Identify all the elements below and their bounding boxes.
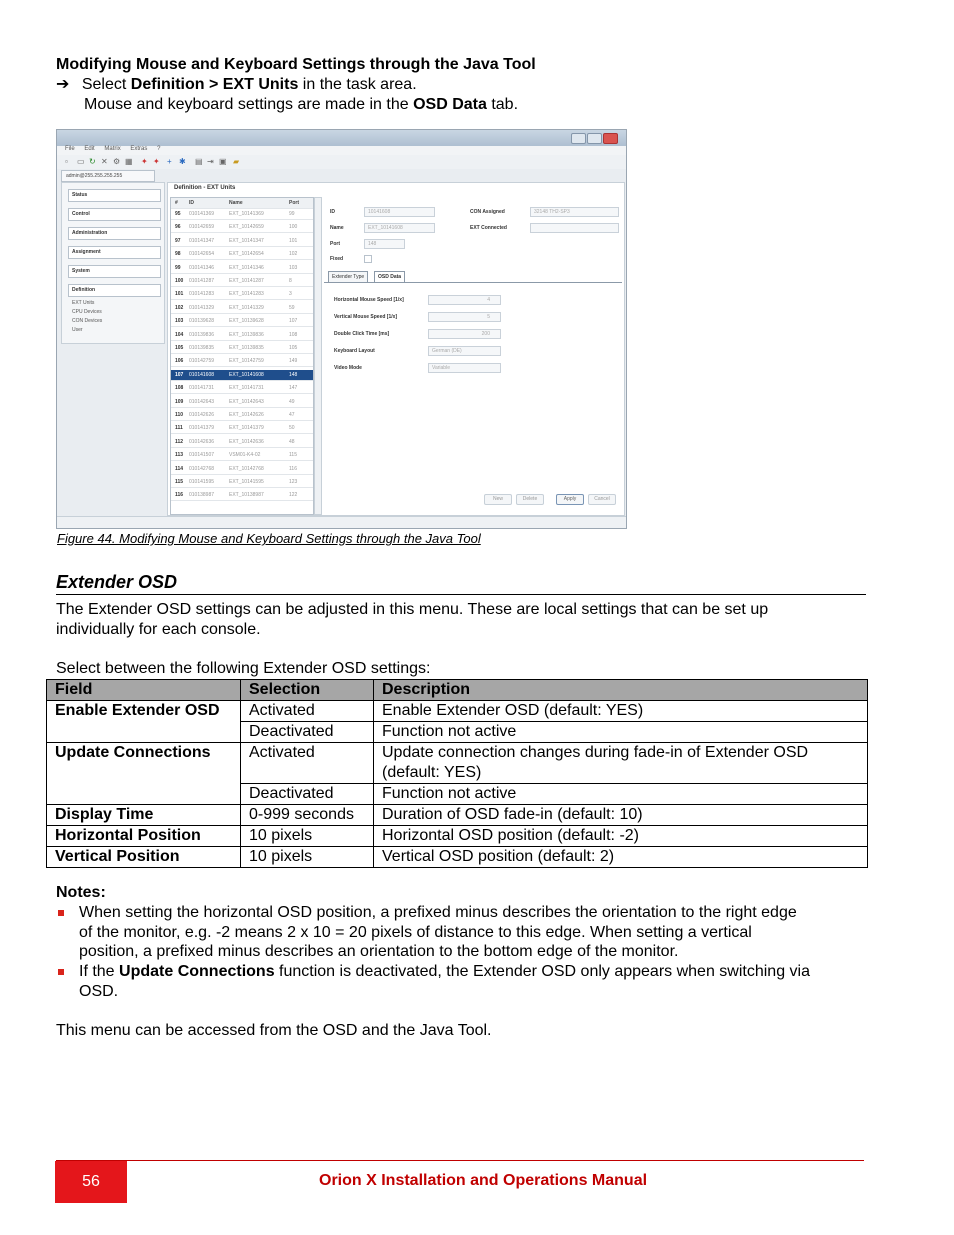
row-name: EXT_10142643 <box>229 398 264 405</box>
table-row[interactable] <box>171 370 313 381</box>
row-number: 101 <box>175 291 184 298</box>
row-name: EXT_10141347 <box>229 237 264 244</box>
osd-dropdown[interactable]: German (DE) <box>428 346 501 356</box>
row-number: 97 <box>175 237 181 244</box>
row-name: EXT_10142768 <box>229 465 264 472</box>
table-row[interactable] <box>171 477 313 488</box>
note-1-line-3: position, a prefixed minus describes an orientation to the bottom edge of the monitor. <box>79 943 679 960</box>
row-id: 010142636 <box>189 438 215 445</box>
osd-field-label: Double Click Time [ms] <box>334 331 390 337</box>
name-field[interactable]: EXT_10141608 <box>364 223 435 233</box>
row-id: 010141507 <box>189 452 215 459</box>
row-id: 010138987 <box>189 492 215 499</box>
table-row <box>47 805 868 826</box>
row-id: 010142643 <box>189 398 215 405</box>
row-port: 47 <box>289 412 295 418</box>
row-number: 112 <box>175 438 184 445</box>
row-number: 115 <box>175 479 184 485</box>
selection-cell: Deactivated <box>241 784 374 805</box>
row-name: EXT_10141731 <box>229 385 264 392</box>
grid-icon[interactable]: ▦ <box>125 157 133 166</box>
field-cell: Horizontal Position <box>47 826 241 847</box>
id-label: ID <box>330 209 335 215</box>
row-port: 108 <box>289 331 298 338</box>
save-icon[interactable]: ▤ <box>195 157 203 166</box>
table-scrollbar[interactable] <box>314 197 322 515</box>
table-row[interactable] <box>171 303 313 314</box>
note-bold: OSD Data <box>413 96 487 113</box>
sidebar-sub-cpu-devices[interactable]: CPU Devices <box>72 309 102 315</box>
row-name: EXT_10142626 <box>229 412 264 418</box>
row-number: 110 <box>175 412 184 418</box>
row-port: 8 <box>289 278 292 284</box>
row-name: EXT_10142654 <box>229 251 264 258</box>
note-1-line-2: of the monitor, e.g. -2 means 2 x 10 = 20 pixels of distance to this edge. When setting a vertical <box>79 924 752 941</box>
row-id: 010142768 <box>189 465 215 472</box>
menu-matrix[interactable]: Matrix <box>104 146 121 152</box>
row-number: 99 <box>175 264 181 271</box>
row-port: 107 <box>289 318 298 325</box>
row-name: EXT_10141346 <box>229 264 264 271</box>
note-2-post: function is deactivated, the Extender OSD only appears when switching via <box>274 963 810 980</box>
row-name: EXT_10141608 <box>229 371 264 378</box>
row-port: 115 <box>289 452 297 459</box>
row-port: 105 <box>289 345 298 351</box>
row-name: EXT_10139835 <box>229 345 264 351</box>
row-id: 010139835 <box>189 345 215 351</box>
step-post: in the task area. <box>298 76 417 93</box>
note-post: tab. <box>486 96 519 113</box>
delete-button[interactable]: Delete <box>516 494 544 505</box>
open-icon[interactable]: ▭ <box>77 157 85 166</box>
table-row[interactable] <box>171 397 313 408</box>
footer-rule <box>56 1160 864 1161</box>
intro-line-1: The Extender OSD settings can be adjusted in this menu. These are local settings that can be set up <box>56 601 769 618</box>
note-pre: Mouse and keyboard settings are made in the <box>84 96 414 113</box>
step-line <box>56 75 417 95</box>
arrow-icon: ➔ <box>56 76 70 93</box>
description-cell: Horizontal OSD position (default: -2) <box>374 826 868 847</box>
row-name: EXT_10141329 <box>229 304 264 311</box>
table-row[interactable] <box>171 450 313 461</box>
menu-extras[interactable]: Extras <box>130 146 148 152</box>
row-number: 104 <box>175 331 184 338</box>
selection-cell: Activated <box>241 701 374 722</box>
apply-button[interactable]: Apply <box>556 494 584 505</box>
table-row[interactable] <box>171 263 313 274</box>
refresh-icon[interactable]: ↻ <box>89 157 96 166</box>
cancel-button[interactable]: Cancel <box>588 494 616 505</box>
row-number: 105 <box>175 345 184 351</box>
osd-spinner[interactable]: 200 <box>428 329 501 339</box>
row-name: EXT_10141379 <box>229 425 264 432</box>
sidebar-item-administration[interactable]: Administration <box>68 227 161 240</box>
row-id: 010141287 <box>189 278 215 284</box>
sidebar-item-system[interactable]: System <box>68 265 161 278</box>
row-id: 010141595 <box>189 479 215 485</box>
section-title: Extender OSD <box>56 572 178 592</box>
toolbar <box>57 155 626 169</box>
cut-icon[interactable]: ✕ <box>101 157 108 166</box>
osd-field-label: Video Mode <box>334 365 362 371</box>
bullet-icon <box>58 910 64 916</box>
con-assigned-label: CON Assigned <box>470 209 505 215</box>
page-number: 56 <box>55 1161 127 1203</box>
row-port: 50 <box>289 425 295 432</box>
row-port: 48 <box>289 438 295 445</box>
row-name: EXT_10139836 <box>229 331 264 338</box>
row-number: 102 <box>175 304 184 311</box>
selection-cell: 10 pixels <box>241 826 374 847</box>
row-id: 010141283 <box>189 291 215 298</box>
row-name: EXT_10142759 <box>229 358 264 365</box>
row-name: EXT_10139628 <box>229 318 264 325</box>
folder-icon[interactable]: ▰ <box>233 157 240 166</box>
disconnect-icon[interactable]: ✦ <box>141 157 148 166</box>
sidebar-sub-ext-units[interactable]: EXT Units <box>72 300 95 306</box>
table-row[interactable] <box>171 289 313 300</box>
row-name: EXT_10142659 <box>229 224 264 231</box>
table-row[interactable] <box>171 490 313 501</box>
row-port: 148 <box>289 371 298 378</box>
table-row[interactable] <box>171 316 313 327</box>
row-port: 147 <box>289 385 298 392</box>
row-number: 107 <box>175 371 184 378</box>
intro-line-2: individually for each console. <box>56 621 261 638</box>
menu-file[interactable]: File <box>65 146 75 152</box>
header-selection: Selection <box>241 680 374 701</box>
table-row[interactable] <box>171 249 313 260</box>
table-row[interactable] <box>171 356 313 367</box>
row-number: 111 <box>175 425 183 432</box>
row-number: 95 <box>175 211 181 217</box>
ext-units-panel <box>167 182 625 516</box>
closing-text: This menu can be accessed from the OSD and the Java Tool. <box>56 1022 492 1039</box>
id-field[interactable]: 10141608 <box>364 207 435 217</box>
port-field[interactable]: 148 <box>364 239 405 249</box>
row-port: 102 <box>289 251 298 258</box>
section-rule <box>56 594 866 595</box>
osd-dropdown[interactable]: Variable <box>428 363 501 373</box>
table-header-row <box>47 680 868 701</box>
table-row[interactable] <box>171 464 313 475</box>
description-cell: Enable Extender OSD (default: YES) <box>374 701 868 722</box>
figure-caption: Figure 44. Modifying Mouse and Keyboard Settings through the Java Tool <box>57 531 481 546</box>
header-field: Field <box>47 680 241 701</box>
sidebar-item-status[interactable]: Status <box>68 189 161 202</box>
row-name: EXT_10141595 <box>229 479 264 485</box>
row-number: 100 <box>175 278 184 284</box>
add-icon[interactable]: + <box>167 157 172 166</box>
field-cell: Enable Extender OSD <box>47 701 241 743</box>
row-name: EXT_10138987 <box>229 492 264 499</box>
row-number: 106 <box>175 358 184 365</box>
star-icon[interactable]: ✱ <box>179 157 186 166</box>
selection-cell: Activated <box>241 743 374 784</box>
sidebar-item-assignment[interactable]: Assignment <box>68 246 161 259</box>
menu-help[interactable]: ? <box>157 146 161 152</box>
window-titlebar <box>57 130 626 146</box>
row-port: 59 <box>289 304 295 311</box>
row-port: 116 <box>289 465 297 472</box>
select-text: Select between the following Extender OSD settings: <box>56 660 431 677</box>
row-name: EXT_10142636 <box>229 438 264 445</box>
ext-connected-label: EXT Connected <box>470 225 507 231</box>
note-2-line-2: OSD. <box>79 983 119 1000</box>
row-port: 122 <box>289 492 298 499</box>
connect-icon[interactable]: ✦ <box>153 157 160 166</box>
print-icon[interactable]: ▣ <box>219 157 227 166</box>
row-id: 010139628 <box>189 318 215 325</box>
field-cell: Update Connections <box>47 743 241 805</box>
description-cell: Duration of OSD fade-in (default: 10) <box>374 805 868 826</box>
row-port: 103 <box>289 264 298 271</box>
table-row[interactable] <box>171 423 313 434</box>
row-name: EXT_10141287 <box>229 278 264 284</box>
col-name[interactable]: Name <box>229 200 243 206</box>
ext-units-table <box>170 197 314 515</box>
sidebar-item-control[interactable]: Control <box>68 208 161 221</box>
row-id: 010141347 <box>189 237 215 244</box>
osd-field-label: Keyboard Layout <box>334 348 375 354</box>
row-number: 116 <box>175 492 184 499</box>
row-name: EXT_10141369 <box>229 211 264 217</box>
osd-field-label: Vertical Mouse Speed [1/x] <box>334 314 398 320</box>
col-id[interactable]: ID <box>189 200 194 206</box>
table-row[interactable] <box>171 209 313 220</box>
selection-cell: 10 pixels <box>241 847 374 868</box>
row-port: 3 <box>289 291 292 298</box>
table-row <box>47 826 868 847</box>
table-row <box>47 743 868 784</box>
sidebar-sub-user[interactable]: User <box>72 327 83 333</box>
manual-title: Orion X Installation and Operations Manual <box>319 1172 648 1189</box>
note-1-line-1: When setting the horizontal OSD position, a prefixed minus describes the orientation to the right edge <box>79 904 797 921</box>
row-number: 113 <box>175 452 184 459</box>
minimize-icon[interactable] <box>571 133 586 144</box>
osd-spinner[interactable]: 4 <box>428 295 501 305</box>
ext-connected-field[interactable] <box>530 223 619 233</box>
settings-table <box>46 679 868 868</box>
close-icon[interactable] <box>603 133 618 144</box>
tab-extender-type[interactable]: Extender Type <box>328 271 368 283</box>
table-row <box>47 847 868 868</box>
table-row[interactable] <box>171 236 313 247</box>
con-assigned-field[interactable]: 32148 TH2-SP3 <box>530 207 619 217</box>
description-cell: Function not active <box>374 784 868 805</box>
procedure-title: Modifying Mouse and Keyboard Settings through the Java Tool <box>56 56 536 73</box>
table-header <box>171 198 313 209</box>
row-id: 010139836 <box>189 331 215 338</box>
status-bar <box>57 516 626 529</box>
field-cell: Display Time <box>47 805 241 826</box>
table-row[interactable] <box>171 330 313 341</box>
settings-icon[interactable]: ⚙ <box>113 157 121 166</box>
osd-field-label: Horizontal Mouse Speed [1/x] <box>334 297 404 303</box>
table-row[interactable] <box>171 343 313 354</box>
row-port: 101 <box>289 237 298 244</box>
row-number: 98 <box>175 251 181 258</box>
row-id: 010142654 <box>189 251 215 258</box>
osd-spinner[interactable]: 5 <box>428 312 501 322</box>
session-tab[interactable]: admin@255.255.255.255 <box>61 170 155 182</box>
table-row[interactable] <box>171 276 313 287</box>
table-row <box>47 701 868 722</box>
step-bold: Definition > EXT Units <box>130 76 299 93</box>
row-port: 99 <box>289 211 295 217</box>
table-row[interactable] <box>171 383 313 394</box>
row-id: 010141369 <box>189 211 215 217</box>
row-id: 010141731 <box>189 385 215 392</box>
panel-title: Definition - EXT Units <box>174 185 236 191</box>
table-row[interactable] <box>171 410 313 421</box>
fixed-checkbox[interactable] <box>364 255 372 263</box>
row-number: 108 <box>175 385 184 392</box>
sidebar-sub-con-devices[interactable]: CON Devices <box>72 318 103 324</box>
task-sidebar <box>61 182 165 344</box>
row-name: EXT_10141283 <box>229 291 264 298</box>
row-id: 010141346 <box>189 264 215 271</box>
row-port: 100 <box>289 224 298 231</box>
row-id: 010142659 <box>189 224 215 231</box>
row-id: 010142626 <box>189 412 215 418</box>
menu-edit[interactable]: Edit <box>84 146 95 152</box>
header-description: Description <box>374 680 868 701</box>
col-number[interactable]: # <box>175 200 178 206</box>
step-pre: Select <box>81 76 131 93</box>
name-label: Name <box>330 225 344 231</box>
note-2-pre: If the <box>79 963 120 980</box>
sidebar-item-definition[interactable]: Definition <box>68 284 161 297</box>
field-cell: Vertical Position <box>47 847 241 868</box>
notes-title: Notes: <box>56 884 106 901</box>
row-id: 010141379 <box>189 425 215 432</box>
new-icon[interactable]: ▫ <box>65 157 68 166</box>
description-cell: Function not active <box>374 722 868 743</box>
export-icon[interactable]: ⇥ <box>207 157 214 166</box>
java-tool-screenshot <box>56 129 627 529</box>
description-cell: Vertical OSD position (default: 2) <box>374 847 868 868</box>
maximize-icon[interactable] <box>587 133 602 144</box>
bullet-icon <box>58 969 64 975</box>
menu-bar <box>57 146 626 155</box>
row-port: 149 <box>289 358 298 365</box>
row-port: 123 <box>289 479 298 485</box>
tab-divider <box>324 282 622 283</box>
fixed-label: Fixed <box>330 256 344 262</box>
note-2-bold: Update Connections <box>119 963 275 980</box>
row-number: 114 <box>175 465 184 472</box>
port-label: Port <box>330 241 340 247</box>
row-port: 49 <box>289 398 295 405</box>
tab-osd-data[interactable]: OSD Data <box>374 271 405 283</box>
new-button[interactable]: New <box>484 494 512 505</box>
row-number: 96 <box>175 224 181 231</box>
row-id: 010141608 <box>189 371 215 378</box>
row-number: 109 <box>175 398 184 405</box>
selection-cell: Deactivated <box>241 722 374 743</box>
row-id: 010142759 <box>189 358 215 365</box>
table-row[interactable] <box>171 222 313 233</box>
note-2-line-1 <box>79 962 810 982</box>
description-cell: Update connection changes during fade-in of Extender OSD (default: YES) <box>374 743 868 784</box>
row-name: VSM01-K4-02 <box>229 452 261 459</box>
step-note <box>84 95 518 115</box>
row-number: 103 <box>175 318 184 325</box>
col-port[interactable]: Port <box>289 200 299 206</box>
table-row[interactable] <box>171 437 313 448</box>
selection-cell: 0-999 seconds <box>241 805 374 826</box>
row-id: 010141329 <box>189 304 215 311</box>
